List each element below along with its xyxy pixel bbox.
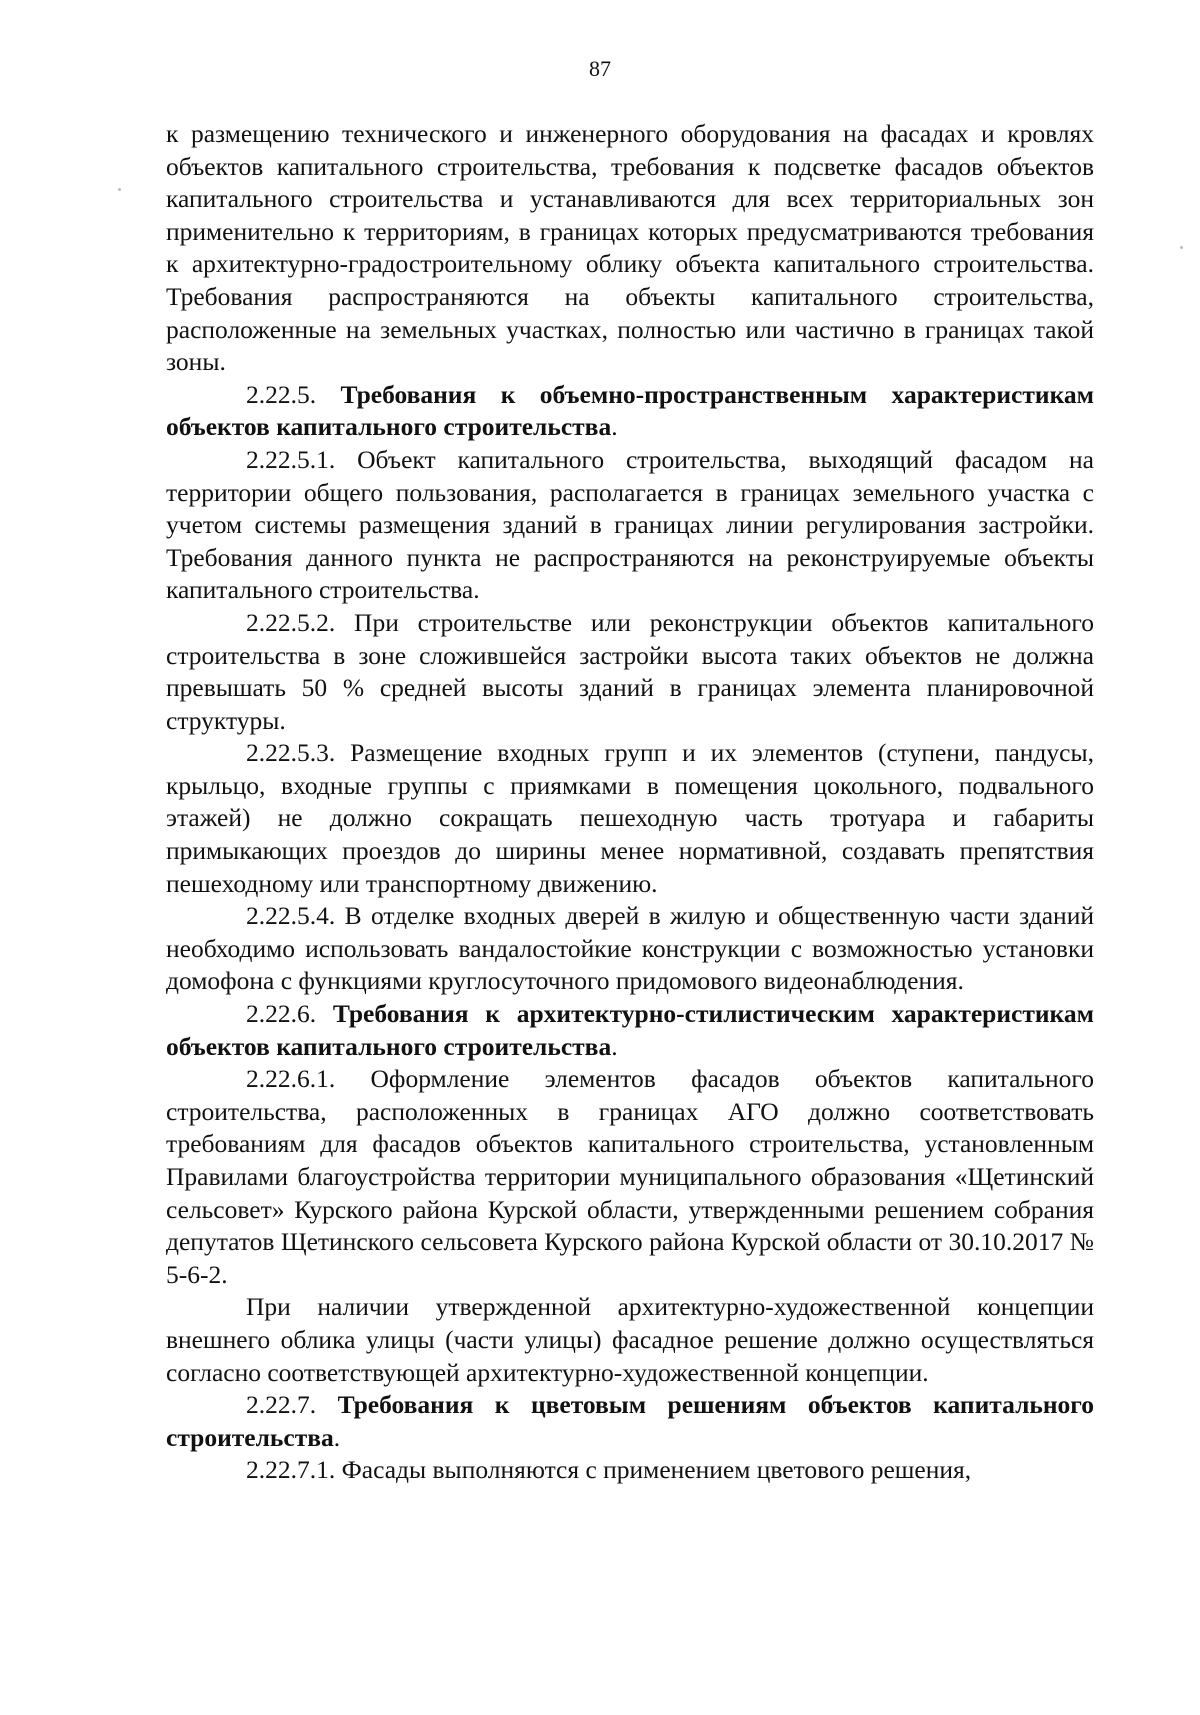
paragraph-2-22-7-1 <box>166 1454 1094 1487</box>
section-heading-2-22-5 <box>166 379 1094 444</box>
paragraph-text: к размещению технического и инженерного оборудования на фасадах и кровлях объектов капитального строительства, требования к подсветке фасадов объектов капитального строительства и устанавливаются для всех территориальных зон применительно к территориям, в границах которых предусматриваются требования к архитектурно-градостроительному облику объекта капитального строительства. Требования распространяются на объекты капитального строительства, расположенные на земельных участках, полностью или частично в границах такой зоны. <box>166 119 1094 377</box>
section-number: 2.22.6. <box>246 999 333 1029</box>
section-title: Требования к архитектурно-стилистическим характеристикам объектов капитального строительства <box>166 999 1094 1061</box>
paragraph-text: 2.22.5.4. В отделке входных дверей в жилую и общественную части зданий необходимо использовать вандалостойкие конструкции с возможностью установки домофона с функциями круглосуточного придомового видеонаблюдения. <box>166 901 1094 996</box>
paragraph-text: 2.22.6.1. Оформление элементов фасадов объектов капитального строительства, расположенных в границах АГО должно соответствовать требованиям для фасадов объектов капитального строительства, установленным Правилами благоустройства территории муниципального образования «Щетинский сельсовет» Курского района Курской области, утвержденными решением собрания депутатов Щетинского сельсовета Курского района Курской области от 30.10.2017 № 5-6-2. <box>166 1064 1094 1289</box>
section-number: 2.22.5. <box>246 379 341 409</box>
paragraph-continuation <box>166 118 1094 379</box>
paragraph-text: 2.22.5.2. При строительстве или реконструкции объектов капитального строительства в зоне сложившейся застройки высота таких объектов не должна превышать 50 % средней высоты зданий в границах элемента планировочной структуры. <box>166 607 1094 735</box>
section-title-end: . <box>611 412 618 442</box>
paragraph-text: 2.22.5.1. Объект капитального строительства, выходящий фасадом на территории общего пользования, располагается в границах земельного участка с учетом системы размещения зданий в границах линии регулирования застройки. Требования данного пункта не распространяются на реконструируемые объекты капитального строительства. <box>166 444 1094 605</box>
paragraph-text: При наличии утвержденной архитектурно-художественной концепции внешнего облика улицы (части улицы) фасадное решение должно осуществляться согласно соответствующей архитектурно-художественной концепции. <box>166 1292 1094 1387</box>
page-number: 87 <box>589 56 611 81</box>
section-title-end: . <box>333 1422 341 1452</box>
paragraph-text: 2.22.7.1. Фасады выполняются с применением цветового решения, <box>246 1455 972 1485</box>
paragraph-2-22-5-2 <box>166 607 1094 737</box>
document-body <box>166 118 1094 1487</box>
paragraph-concept <box>166 1291 1094 1389</box>
section-title: Требования к цветовым решениям объектов капитального строительства <box>166 1390 1094 1452</box>
section-title-end: . <box>611 1031 618 1061</box>
section-heading-2-22-6 <box>166 998 1094 1063</box>
paragraph-2-22-6-1 <box>166 1063 1094 1291</box>
paragraph-2-22-5-1 <box>166 444 1094 607</box>
paragraph-2-22-5-3 <box>166 737 1094 900</box>
paragraph-2-22-5-4 <box>166 900 1094 998</box>
scan-speck <box>1180 246 1183 249</box>
section-number: 2.22.7. <box>246 1390 338 1420</box>
section-heading-2-22-7 <box>166 1389 1094 1454</box>
section-title: Требования к объемно-пространственным характеристикам объектов капитального строительства <box>166 379 1094 442</box>
scan-speck <box>118 188 121 191</box>
paragraph-text: 2.22.5.3. Размещение входных групп и их элементов (ступени, пандусы, крыльцо, входные группы с приямками в помещения цокольного, подвального этажей) не должно сокращать пешеходную часть тротуара и габариты примыкающих проездов до ширины менее нормативной, создавать препятствия пешеходному или транспортному движению. <box>166 738 1094 898</box>
